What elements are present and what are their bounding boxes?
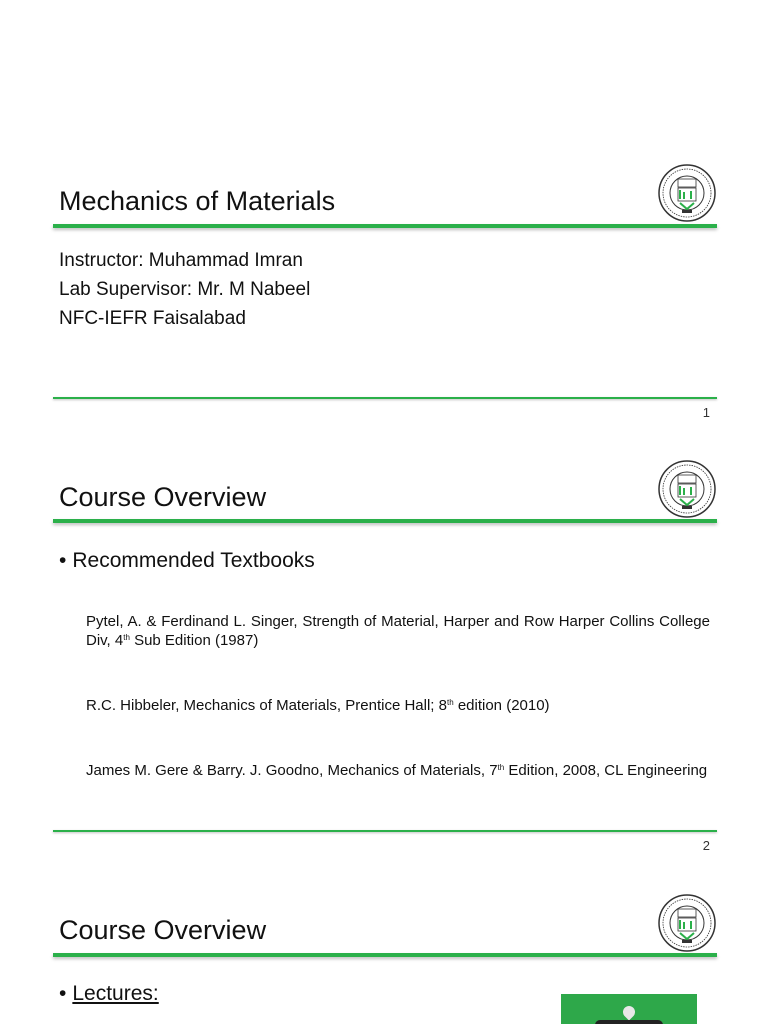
slide-title: Course Overview <box>59 915 267 945</box>
image-bar <box>595 1020 663 1024</box>
reference-text-end: Edition, 2008, CL Engineering <box>504 762 708 779</box>
title-divider <box>53 953 717 957</box>
bullet-text: Recommended Textbooks <box>72 549 315 572</box>
bullet-text: Lectures: <box>72 982 159 1005</box>
slide-title: Course Overview <box>59 482 267 512</box>
reference-text: James M. Gere & Barry. J. Goodno, Mechanics of Materials, 7 <box>86 762 498 779</box>
instructor-line: Instructor: Muhammad Imran <box>59 250 303 271</box>
lab-supervisor-line: Lab Supervisor: Mr. M Nabeel <box>59 279 311 300</box>
page-number: 1 <box>702 405 710 420</box>
bullet-lectures <box>59 982 159 1006</box>
slide-title: Mechanics of Materials <box>59 186 336 216</box>
reference-ordinal: th <box>123 633 130 642</box>
institution-line: NFC-IEFR Faisalabad <box>59 308 246 329</box>
nfc-iefr-seal-icon <box>658 894 716 952</box>
reference-text-end: Sub Edition (1987) <box>129 632 259 649</box>
reference-ordinal: th <box>446 698 454 707</box>
reference-text: R.C. Hibbeler, Mechanics of Materials, Prentice Hall; 8 <box>86 697 447 714</box>
map-pin-icon <box>621 1004 638 1021</box>
reference-text: Pytel, A. & Ferdinand L. Singer, Strength of Material, Harper and Row Harper Collins College Div, 4 <box>86 613 710 649</box>
reference-text-end: edition (2010) <box>453 697 550 714</box>
illustration-image <box>561 994 697 1024</box>
page-number: 2 <box>702 838 710 853</box>
bullet-dot: • <box>59 549 67 572</box>
bullet-dot: • <box>59 982 67 1005</box>
reference-ordinal: th <box>497 763 505 772</box>
